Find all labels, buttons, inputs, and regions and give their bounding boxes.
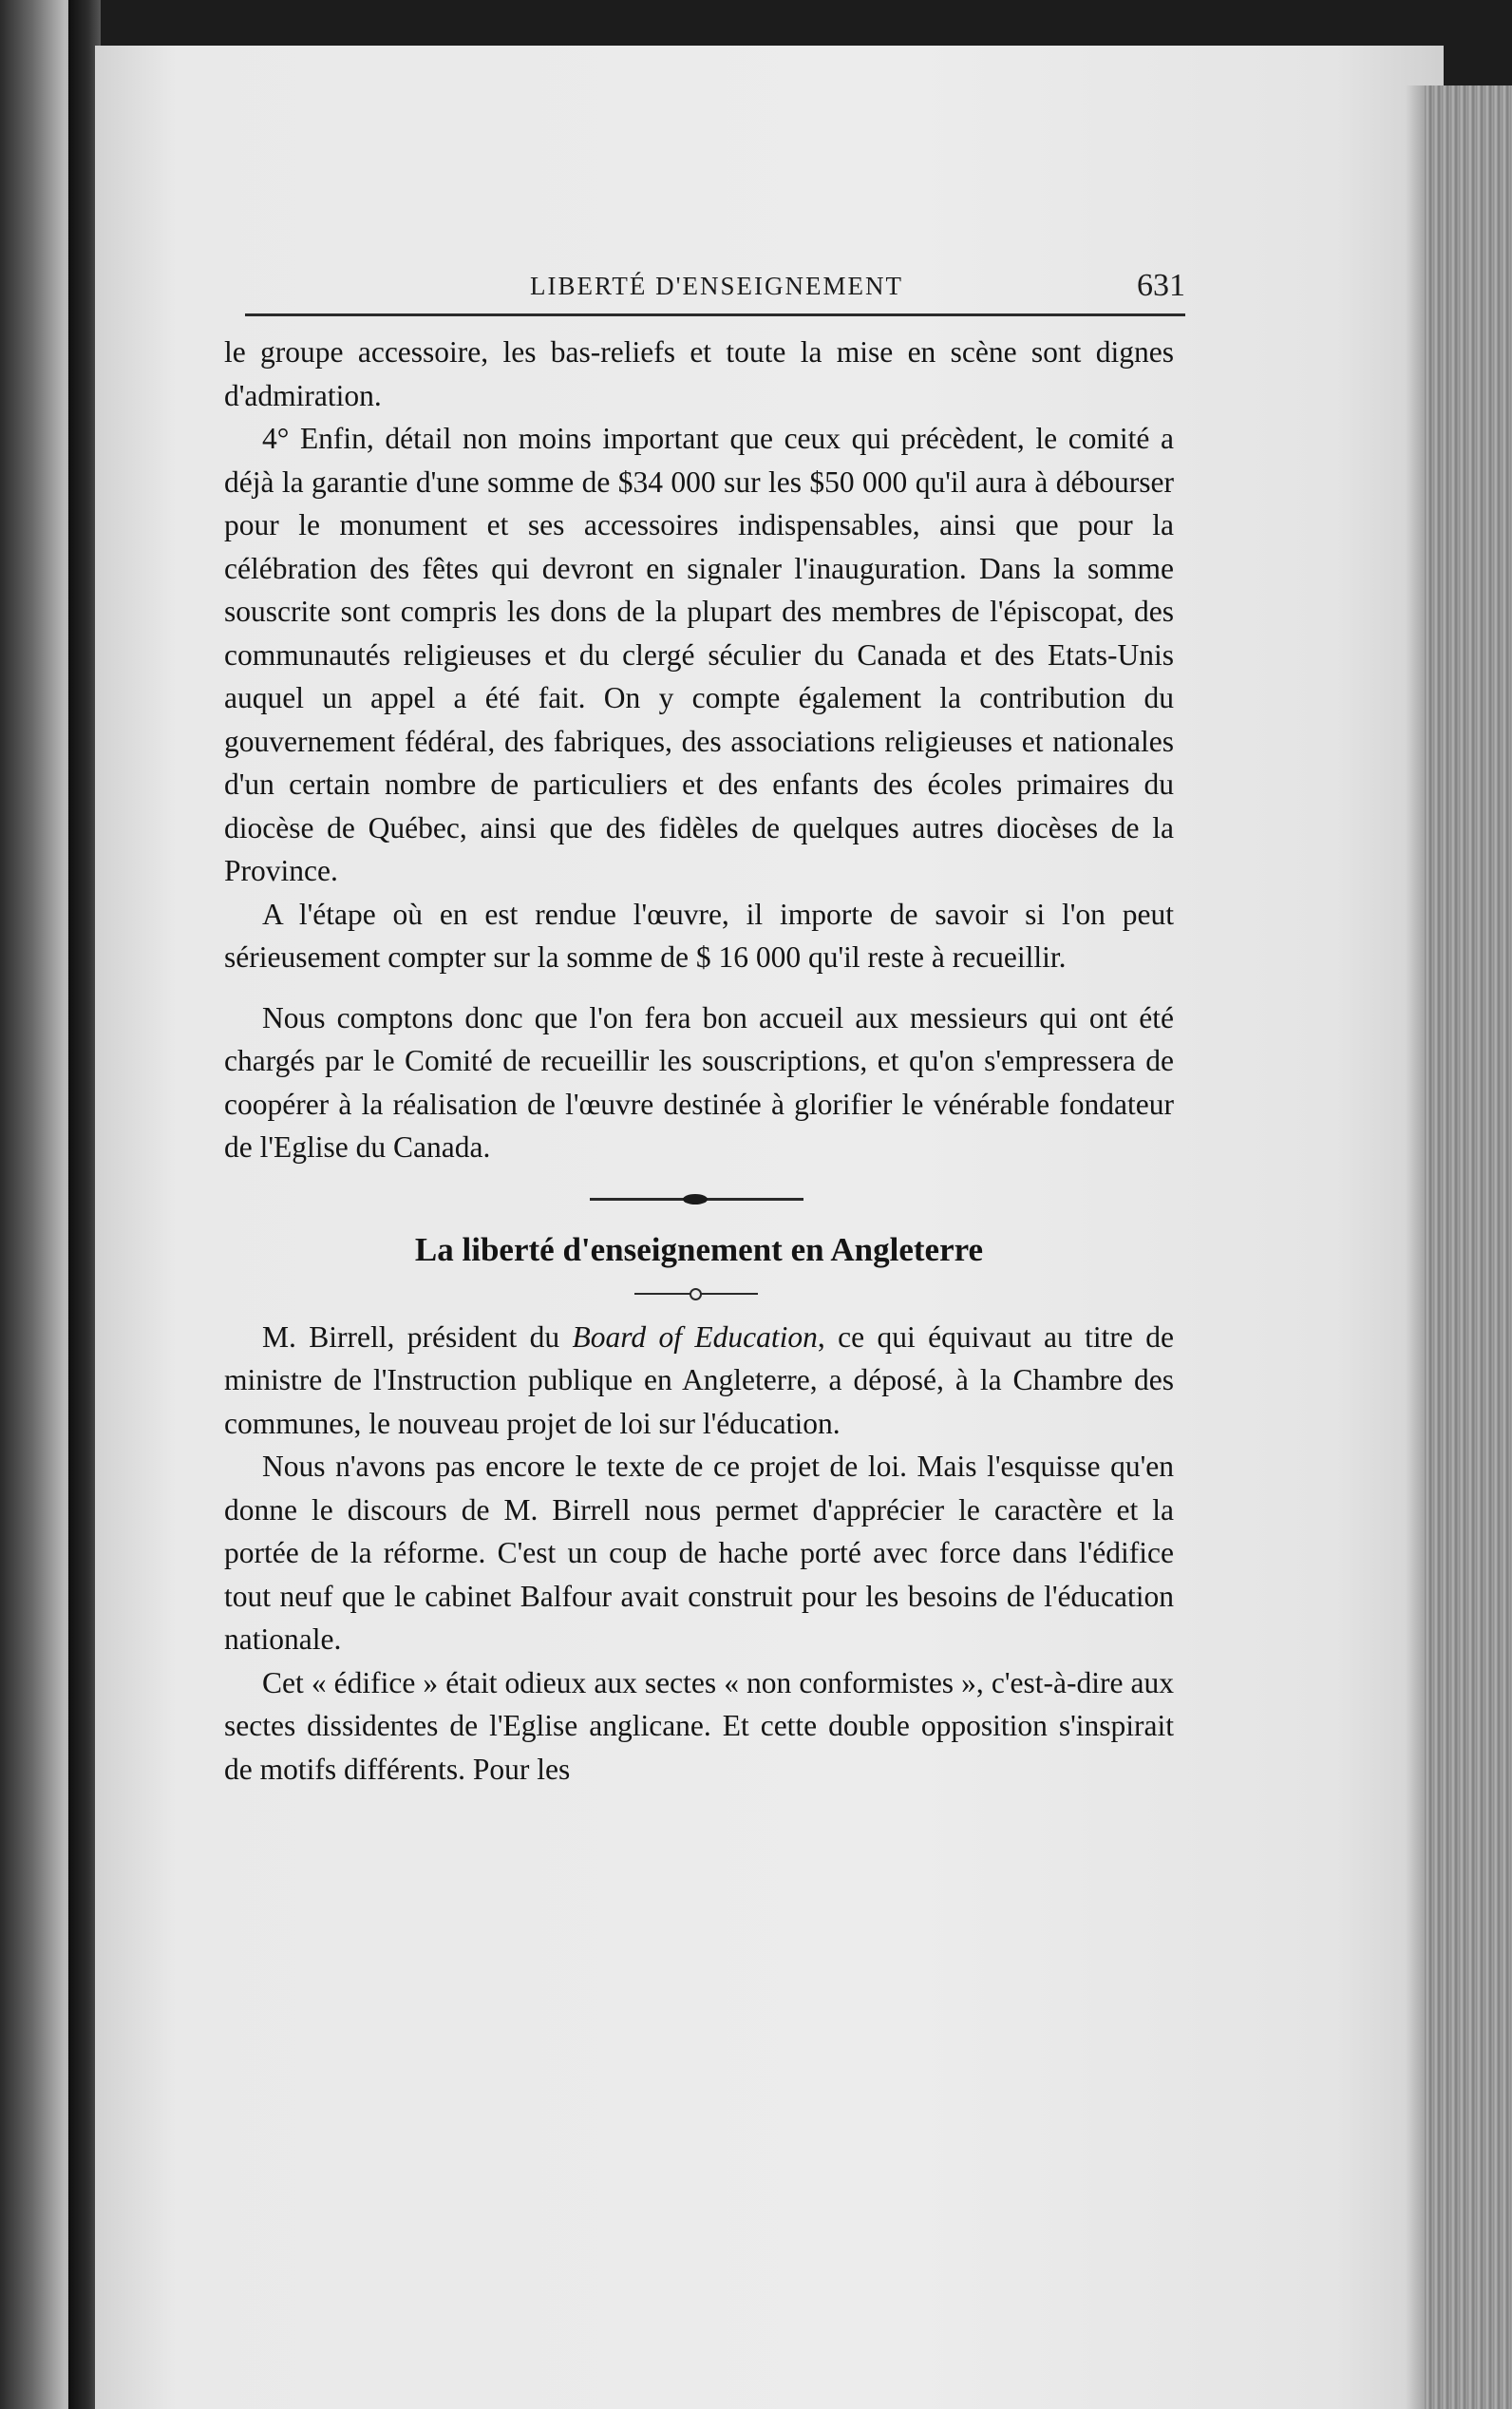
paragraph-remaining-sum: A l'étape où en est rendue l'œuvre, il importe de savoir si l'on peut sérieusement compter sur la somme de $ 16 000 qu'il reste à recueillir.	[224, 897, 1174, 974]
paragraph-continued: le groupe accessoire, les bas-reliefs et toute la mise en scène sont dignes d'admiration.	[224, 335, 1174, 412]
board-of-education-italic: Board of Education	[572, 1319, 818, 1354]
title-separator	[224, 1272, 1174, 1316]
paragraph-gap	[224, 979, 1174, 996]
section-title: La liberté d'enseignement en Angleterre	[414, 1230, 984, 1268]
section-paragraph-2: Nous n'avons pas encore le texte de ce projet de loi. Mais l'esquisse qu'en donne le discours de M. Birrell nous permet d'apprécier le caractère et la portée de la réforme. C'est un coup de hache porté avec force dans l'édifice tout neuf que le cabinet Balfour avait construit pour les besoins de l'éducation nationale.	[224, 1450, 1174, 1656]
section-paragraph-1	[224, 1316, 1174, 1446]
paragraph-subscriptions: Nous comptons donc que l'on fera bon accueil aux messieurs qui ont été chargés par le Comité de recueillir les souscriptions, et qu'on s'empressera de coopérer à la réalisation de l'œuvre destinée à glorifier le vénérable fondateur de l'Eglise du Canada.	[224, 1000, 1174, 1164]
page-number: 631	[1137, 268, 1185, 303]
page-body	[224, 331, 1174, 1791]
section-paragraph-1-end: , ce qui équivaut au titre de ministre de l'Instruction publique en Angleterre, a déposé, à la Chambre des communes, le nouveau projet de loi sur l'éducation.	[224, 1319, 1175, 1440]
running-title: LIBERTÉ D'ENSEIGNEMENT	[530, 272, 903, 300]
section-paragraph-1-start: M. Birrell, président du	[262, 1319, 573, 1354]
section-separator	[224, 1169, 1174, 1228]
running-head	[245, 264, 1185, 321]
paragraph-point-4: 4° Enfin, détail non moins important que ceux qui précèdent, le comité a déjà la garantie d'une somme de $34 000 sur les $50 000 qu'il aura à débourser pour le monument et ses accessoires indispensables, ainsi que pour la célébration des fêtes qui devront en signaler l'inauguration. Dans la somme souscrite sont compris les dons de la plupart des membres de l'épiscopat, des communautés religieuses et du clergé séculier du Canada et des Etats-Unis auquel un appel a été fait. On y compte également la contribution du gouvernement fédéral, des fabriques, des associations religieuses et nationales d'un certain nombre de particuliers et des enfants des écoles primaires du diocèse de Québec, ainsi que des fidèles de quelques autres diocèses de la Province.	[224, 422, 1174, 887]
stacked-page-edges	[1425, 85, 1512, 2409]
section-paragraph-3: Cet « édifice » était odieux aux sectes « non conformistes », c'est-à-dire aux sectes dissidentes de l'Eglise anglicane. Et cette double opposition s'inspirait de motifs différents. Pour les	[224, 1665, 1174, 1786]
small-ornament-rule	[634, 1293, 758, 1295]
header-rule	[245, 313, 1185, 316]
ornament-rule	[590, 1198, 803, 1201]
